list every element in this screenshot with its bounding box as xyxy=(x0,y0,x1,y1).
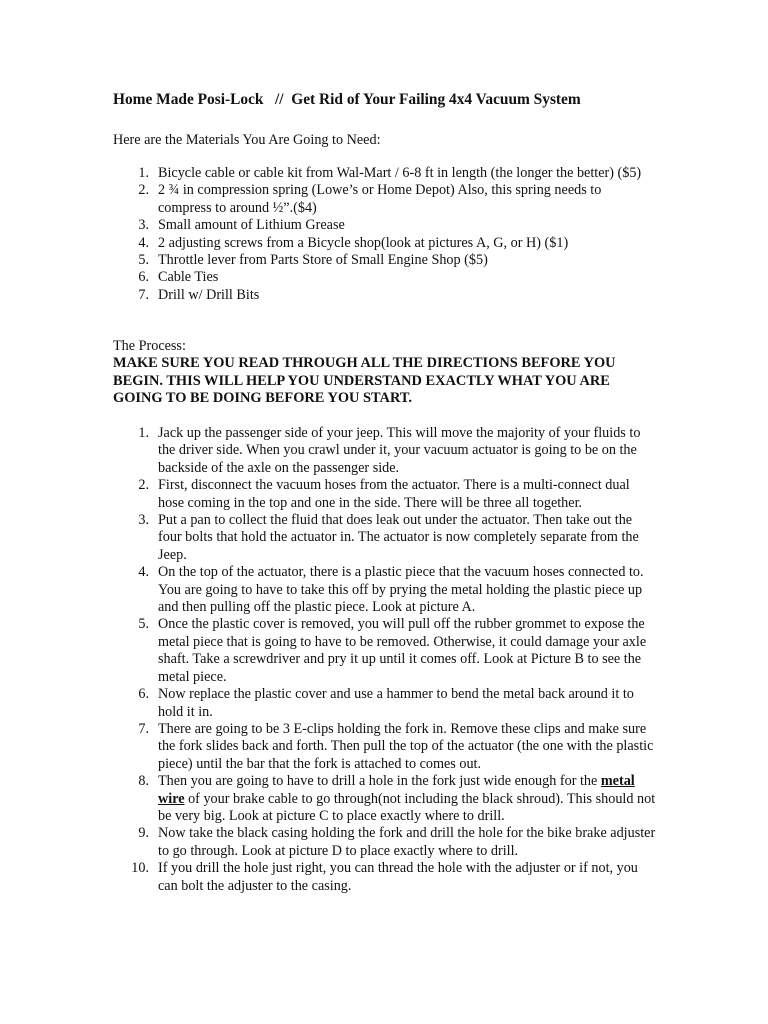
list-text: On the top of the actuator, there is a plastic piece that the vacuum hoses connected to. You are going to have to take this off by prying the metal holding the plastic piece up and then pulling off the plastic piece. Look at picture A. xyxy=(158,564,644,616)
list-text: Now replace the plastic cover and use a hammer to bend the metal back around it to hold it in. xyxy=(158,686,634,720)
list-text xyxy=(158,773,658,825)
list-text: Small amount of Lithium Grease xyxy=(158,217,345,234)
list-number: 9. xyxy=(138,825,149,842)
list-number: 3. xyxy=(138,512,149,529)
list-item xyxy=(113,825,658,860)
list-text-start: Then you are going to have to drill a hole in the fork just wide enough for the xyxy=(158,773,601,790)
list-text: 2 ¾ in compression spring (Lowe’s or Home Depot) Also, this spring needs to compress to around ½”.($4) xyxy=(158,182,602,216)
list-item xyxy=(113,165,658,182)
list-number: 3. xyxy=(138,217,149,234)
list-number: 8. xyxy=(138,773,149,790)
list-number: 5. xyxy=(138,252,149,269)
steps-list xyxy=(113,425,658,895)
list-number: 6. xyxy=(138,686,149,703)
list-number: 1. xyxy=(138,425,149,441)
list-item xyxy=(113,773,658,825)
list-item xyxy=(113,235,658,252)
list-text: Bicycle cable or cable kit from Wal-Mart / 6-8 ft in length (the longer the better) ($5) xyxy=(158,165,642,181)
list-number: 4. xyxy=(138,234,149,251)
list-text: Throttle lever from Parts Store of Small Engine Shop ($5) xyxy=(158,252,488,269)
list-item xyxy=(113,860,658,895)
list-item xyxy=(113,686,658,721)
materials-intro: Here are the Materials You Are Going to Need: xyxy=(113,132,381,148)
list-text: Drill w/ Drill Bits xyxy=(158,286,260,303)
list-item xyxy=(113,287,658,304)
list-number: 7. xyxy=(138,720,149,737)
list-item xyxy=(113,425,658,477)
process-heading: The Process: xyxy=(113,338,186,354)
list-item xyxy=(113,217,658,234)
list-number: 2. xyxy=(138,182,149,199)
list-item xyxy=(113,182,658,217)
list-text: There are going to be 3 E-clips holding the fork in. Remove these clips and make sure the fork slides back and forth. Then pull the top of the actuator (the one with the plastic piece) until the bar that the fork is attached to comes out. xyxy=(158,720,654,772)
list-text: First, disconnect the vacuum hoses from the actuator. There is a multi-connect dual hose coming in the top and one in the side. There will be three all together. xyxy=(158,477,630,511)
list-text: Now take the black casing holding the fork and drill the hole for the bike brake adjuster to go through. Look at picture D to place exactly where to drill. xyxy=(158,825,656,859)
list-item xyxy=(113,477,658,512)
warning-text: MAKE SURE YOU READ THROUGH ALL THE DIRECTIONS BEFORE YOU BEGIN. THIS WILL HELP YOU UNDERSTAND EXACTLY WHAT YOU ARE GOING TO BE DOING BEFORE YOU START. xyxy=(113,355,616,407)
list-text: Put a pan to collect the fluid that does leak out under the actuator. Then take out the four bolts that hold the actuator in. The actuator is now completely separate from the Jeep. xyxy=(158,512,639,563)
list-text: 2 adjusting screws from a Bicycle shop(look at pictures A, G, or H) ($1) xyxy=(158,234,569,251)
list-number: 5. xyxy=(138,616,149,633)
page-title: Home Made Posi-Lock // Get Rid of Your Failing 4x4 Vacuum System xyxy=(113,91,581,108)
list-item xyxy=(113,564,658,616)
list-text-end: of your brake cable to go through(not including the black shroud). This should not be very big. Look at picture C to place exactly where to drill. xyxy=(158,790,656,824)
list-item xyxy=(113,252,658,269)
list-text: Once the plastic cover is removed, you will pull off the rubber grommet to expose the metal piece that is going to have to be removed. Otherwise, it could damage your axle shaft. Take a screwdriver and pry it up until it comes off. Look at Picture B to see the metal piece. xyxy=(158,616,647,685)
list-text: Jack up the passenger side of your jeep. This will move the majority of your fluids to the driver side. When you crawl under it, your vacuum actuator is going to be on the backside of the axle on the passenger side. xyxy=(158,425,641,476)
list-number: 7. xyxy=(138,286,149,303)
emphasis-text: metal wire xyxy=(158,773,635,807)
list-item xyxy=(113,269,658,286)
list-text: If you drill the hole just right, you can thread the hole with the adjuster or if not, you can bolt the adjuster to the casing. xyxy=(158,860,638,894)
list-number: 1. xyxy=(138,165,149,181)
list-text: Cable Ties xyxy=(158,269,219,286)
list-number: 2. xyxy=(138,477,149,494)
materials-list xyxy=(113,165,658,304)
list-number: 6. xyxy=(138,269,149,286)
list-item xyxy=(113,512,658,564)
list-number: 10. xyxy=(131,860,149,877)
list-item xyxy=(113,721,658,773)
list-number: 4. xyxy=(138,564,149,581)
list-item xyxy=(113,616,658,686)
